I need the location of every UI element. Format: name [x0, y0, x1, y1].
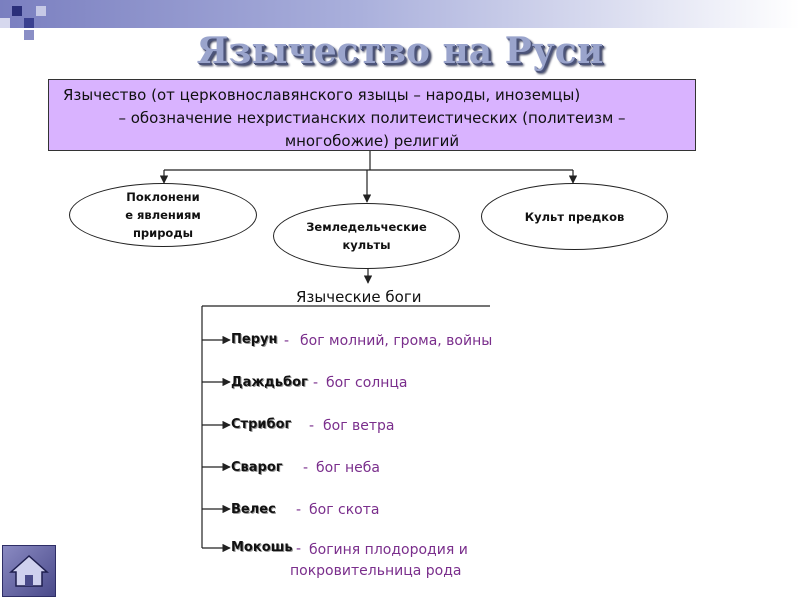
god-name: Велес [231, 502, 276, 517]
home-icon [3, 546, 55, 596]
god-description-line: покровительница рода [290, 563, 462, 579]
god-dash: - [309, 418, 315, 434]
category-agrarian-cults [273, 203, 460, 269]
definition-line-1: Язычество (от церковнославянского языцы – народы, иноземцы) [63, 86, 581, 104]
god-description: бог ветра [323, 418, 395, 434]
category-label: Поклонени [126, 190, 200, 204]
god-description-line: богиня плодородия и [309, 542, 468, 558]
god-name: Сварог [231, 460, 283, 475]
god-description [290, 540, 468, 582]
category-label: Земледельческие [306, 220, 427, 234]
definition-line-3: многобожие) религий [284, 132, 460, 150]
category-ancestor-cult [481, 183, 668, 250]
page-title: Язычество на Руси [196, 30, 604, 72]
god-dash: - [303, 460, 309, 476]
god-name: Мокошь [231, 540, 293, 555]
category-label: е явлениям [125, 208, 201, 222]
god-description: бог молний, грома, войны [300, 333, 493, 349]
category-label: природы [132, 226, 194, 240]
god-name: Даждьбог [231, 375, 308, 390]
category-label: Культ предков [524, 209, 625, 224]
god-description: бог солнца [326, 375, 408, 391]
god-dash: - [296, 502, 302, 518]
god-dash: - [313, 375, 319, 391]
god-description: бог неба [316, 460, 380, 476]
god-dash: - [296, 541, 302, 557]
home-button[interactable] [2, 545, 56, 597]
god-name: Стрибог [231, 417, 292, 432]
definition-line-2: – обозначение нехристианских политеистических (политеизм – [118, 109, 626, 127]
category-nature-worship [69, 183, 257, 247]
god-name: Перун [231, 332, 278, 347]
category-label: культы [342, 238, 391, 252]
god-dash: - [284, 333, 290, 349]
gods-heading: Языческие боги [296, 288, 422, 306]
god-description: бог скота [309, 502, 380, 518]
